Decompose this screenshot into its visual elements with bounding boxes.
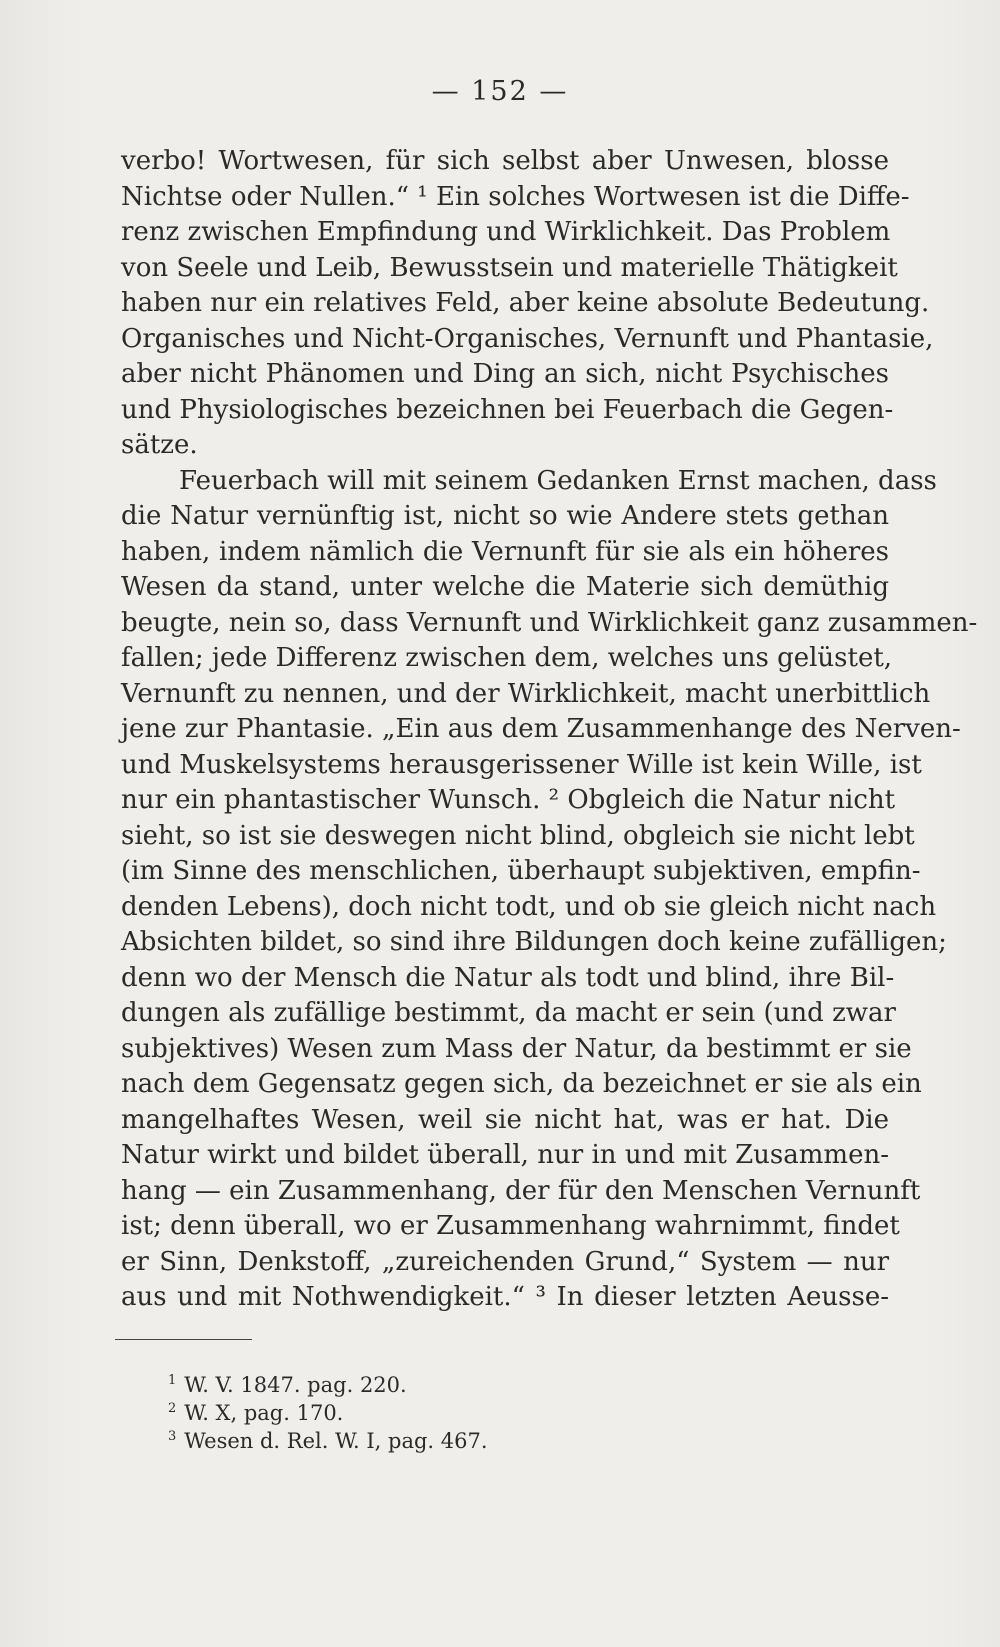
page-number: — 152 — — [431, 76, 569, 107]
text-line: er Sinn, Denkstoff, „zureichenden Grund,“ System — nur — [121, 1246, 889, 1277]
text-line: Vernunft zu nennen, und der Wirklichkeit, macht unerbittlich — [121, 678, 931, 709]
text-line: ist; denn überall, wo er Zusammenhang wahrnimmt, findet — [121, 1211, 900, 1241]
footnote-marker: 1 — [168, 1373, 177, 1388]
text-line: aus und mit Nothwendigkeit.“ ³ In dieser letzten Aeusse- — [121, 1282, 889, 1312]
footnote-marker: 2 — [168, 1401, 177, 1416]
text-line: dungen als zufällige bestimmt, da macht er sein (und zwar — [121, 998, 896, 1028]
text-line: hang — ein Zusammenhang, der für den Menschen Vernunft — [121, 1175, 921, 1206]
footnote-text: Wesen d. Rel. W. I, pag. 467. — [184, 1429, 488, 1453]
text-line: und Physiologisches bezeichnen bei Feuerbach die Gegen- — [121, 394, 894, 425]
text-line: (im Sinne des menschlichen, überhaupt subjektiven, empfin- — [121, 856, 921, 886]
text-line: denn wo der Mensch die Natur als todt und blind, ihre Bil- — [121, 962, 895, 993]
footnote-1 — [168, 1367, 768, 1395]
text-line: haben, indem nämlich die Vernunft für sie als ein höheres — [121, 536, 889, 567]
text-line: verbo! Wortwesen, für sich selbst aber Unwesen, blosse — [121, 146, 889, 176]
text-line: sätze. — [121, 430, 198, 460]
footnote-divider — [115, 1339, 252, 1340]
footnote-marker: 3 — [168, 1429, 177, 1444]
text-line: und Muskelsystems herausgerissener Wille ist kein Wille, ist — [121, 749, 922, 780]
text-line: mangelhaftes Wesen, weil sie nicht hat, was er hat. Die — [121, 1104, 889, 1135]
footnotes — [168, 1367, 768, 1451]
footnote-text: W. X, pag. 170. — [184, 1401, 344, 1425]
footnote-3 — [168, 1423, 768, 1451]
text-line: Absichten bildet, so sind ihre Bildungen doch keine zufälligen; — [121, 927, 947, 957]
text-line: subjektives) Wesen zum Mass der Natur, da bestimmt er sie — [121, 1033, 912, 1064]
text-line: Natur wirkt und bildet überall, nur in und mit Zusammen- — [121, 1140, 889, 1170]
text-line: nur ein phantastischer Wunsch. ² Obgleich die Natur nicht — [121, 785, 896, 815]
footnote-2 — [168, 1395, 768, 1423]
text-line: sieht, so ist sie deswegen nicht blind, obgleich sie nicht lebt — [121, 820, 915, 851]
footnote-text: W. V. 1847. pag. 220. — [184, 1373, 407, 1397]
text-line: Organisches und Nicht-Organisches, Vernunft und Phantasie, — [121, 323, 934, 354]
text-line: von Seele und Leib, Bewusstsein und materielle Thätigkeit — [121, 252, 898, 283]
text-line: Wesen da stand, unter welche die Materie sich demüthig — [121, 572, 889, 602]
text-line: die Natur vernünftig ist, nicht so wie Andere stets gethan — [121, 501, 889, 531]
text-line: fallen; jede Differenz zwischen dem, welches uns gelüstet, — [121, 643, 893, 673]
text-line: beugte, nein so, dass Vernunft und Wirklichkeit ganz zusammen- — [121, 607, 978, 638]
text-line: renz zwischen Empfindung und Wirklichkeit. Das Problem — [121, 217, 891, 247]
text-line: jene zur Phantasie. „Ein aus dem Zusammenhange des Nerven- — [121, 714, 961, 744]
text-line: denden Lebens), doch nicht todt, und ob sie gleich nicht nach — [121, 891, 937, 922]
text-line: haben nur ein relatives Feld, aber keine absolute Bedeutung. — [121, 288, 930, 318]
paragraph-start-line: Feuerbach will mit seinem Gedanken Ernst machen, dass — [179, 465, 937, 496]
body-text — [121, 144, 978, 1316]
text-line: aber nicht Phänomen und Ding an sich, nicht Psychisches — [121, 359, 889, 389]
text-line: nach dem Gegensatz gegen sich, da bezeichnet er sie als ein — [121, 1069, 922, 1099]
text-line: Nichtse oder Nullen.“ ¹ Ein solches Wortwesen ist die Diffe- — [121, 181, 910, 212]
